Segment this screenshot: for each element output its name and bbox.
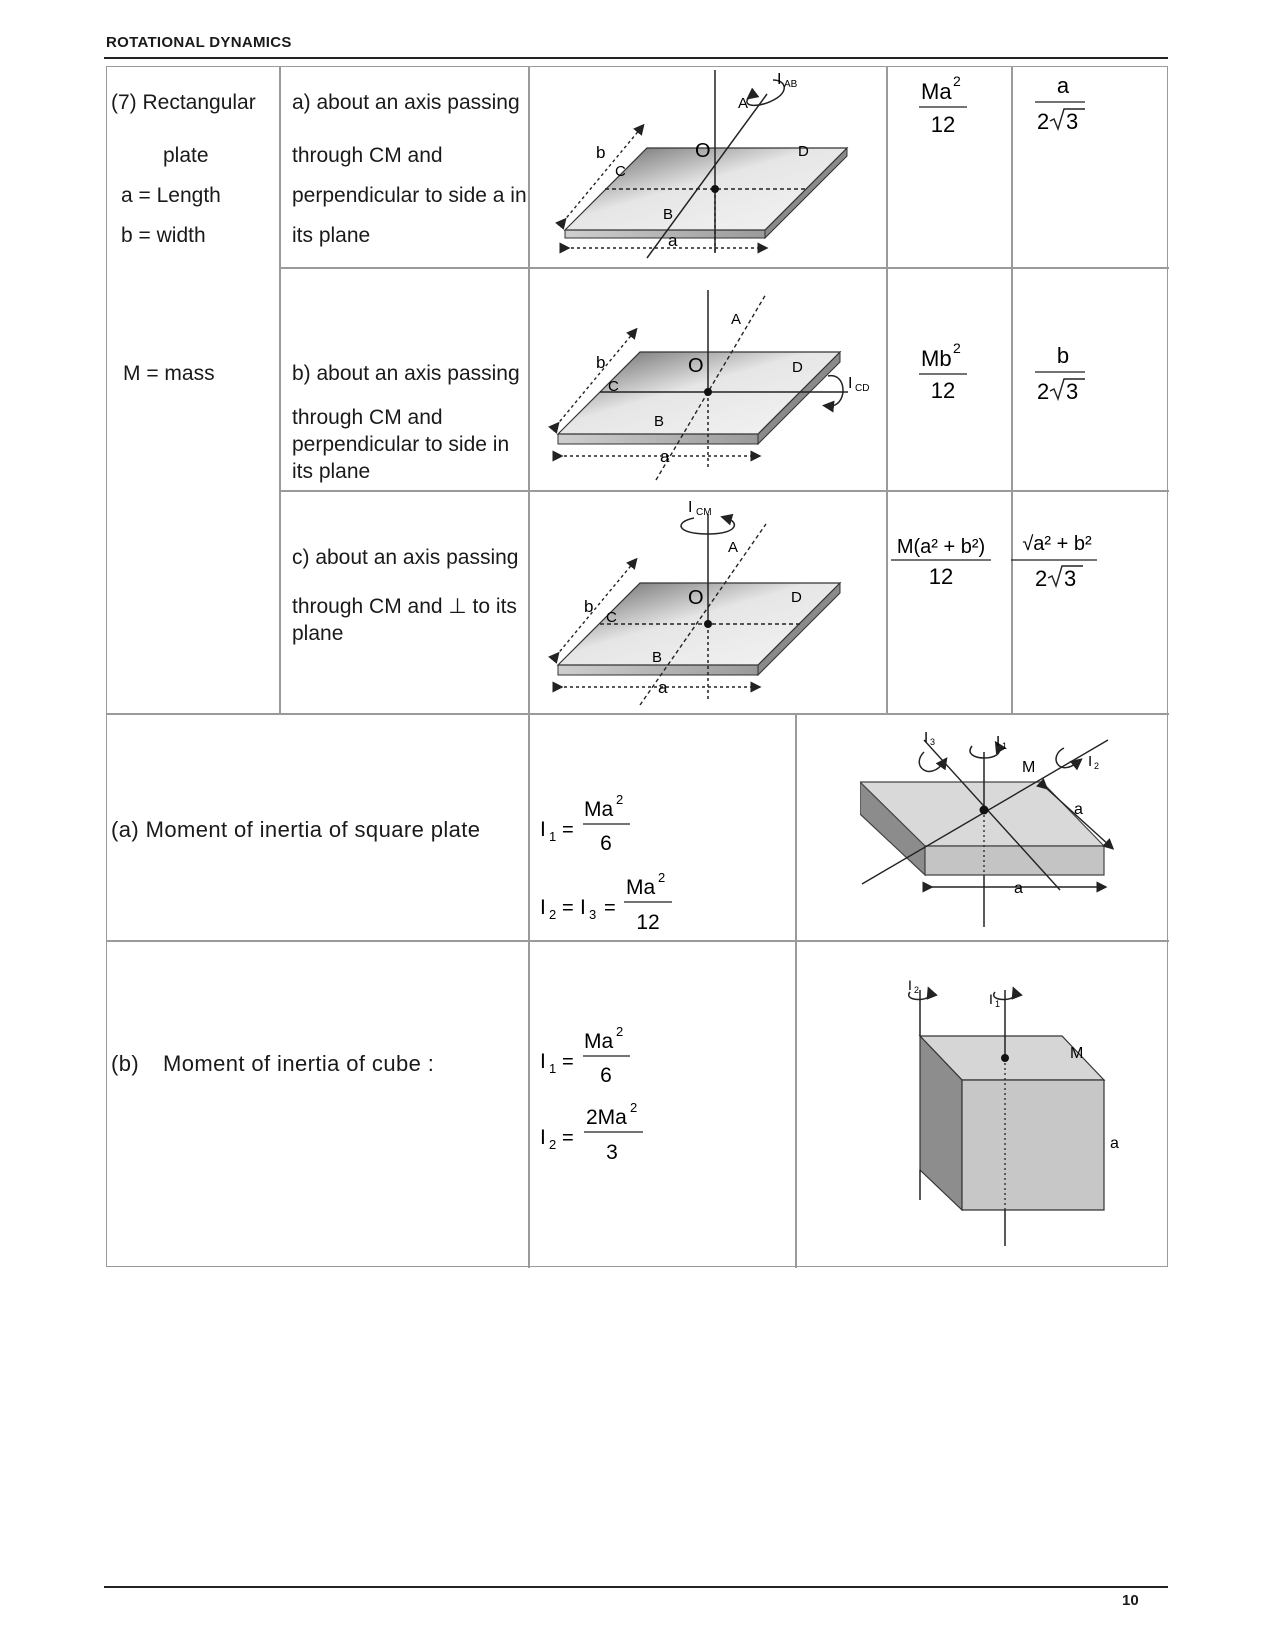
svg-text:2: 2 bbox=[549, 1137, 557, 1152]
svg-text:3: 3 bbox=[1066, 109, 1079, 134]
svg-text:3: 3 bbox=[1064, 566, 1077, 591]
svg-text:b: b bbox=[596, 353, 606, 372]
mass-definition: M = mass bbox=[123, 362, 215, 385]
col-divider bbox=[795, 713, 797, 1268]
width-definition: b = width bbox=[121, 224, 206, 247]
length-definition: a = Length bbox=[121, 184, 221, 207]
svg-text:C: C bbox=[606, 609, 617, 626]
radius-formula-b bbox=[1035, 343, 1085, 404]
svg-text:O: O bbox=[688, 355, 704, 377]
cube-label-prefix: (b) bbox=[111, 1051, 140, 1076]
svg-text:B: B bbox=[663, 206, 674, 223]
square-plate-figure bbox=[860, 722, 1165, 940]
svg-text:a: a bbox=[1014, 880, 1023, 897]
svg-text:√a² + b²: √a² + b² bbox=[1022, 533, 1092, 555]
svg-text:B: B bbox=[652, 649, 663, 666]
svg-text:Mb: Mb bbox=[921, 346, 952, 371]
svg-text:I: I bbox=[848, 375, 853, 392]
case-c-line-2: through CM and ⊥ to its bbox=[292, 595, 517, 618]
svg-text:O: O bbox=[688, 587, 704, 609]
cube-label-text: Moment of inertia of cube : bbox=[163, 1051, 435, 1076]
svg-text:Ma: Ma bbox=[921, 79, 952, 104]
svg-text:Ma: Ma bbox=[626, 876, 656, 899]
svg-text:3: 3 bbox=[589, 907, 597, 922]
svg-text:D: D bbox=[798, 143, 809, 160]
svg-text:2: 2 bbox=[953, 340, 961, 356]
svg-text:12: 12 bbox=[928, 564, 954, 589]
svg-text:a: a bbox=[668, 231, 678, 250]
svg-text:2: 2 bbox=[549, 907, 557, 922]
svg-text:2: 2 bbox=[1037, 379, 1050, 404]
case-a-line-1: a) about an axis passing bbox=[292, 91, 520, 114]
svg-text:C: C bbox=[608, 378, 619, 395]
case-a-line-3: perpendicular to side a in bbox=[292, 184, 527, 207]
svg-text:1: 1 bbox=[549, 1061, 557, 1076]
svg-text:3: 3 bbox=[1066, 379, 1079, 404]
svg-text:M(a² + b²): M(a² + b²) bbox=[896, 536, 986, 558]
page-header-title: ROTATIONAL DYNAMICS bbox=[106, 34, 292, 51]
svg-text:I: I bbox=[580, 896, 586, 919]
svg-text:A: A bbox=[731, 311, 742, 328]
svg-text:I: I bbox=[924, 729, 929, 746]
svg-text:=: = bbox=[562, 897, 574, 919]
svg-text:a: a bbox=[1074, 801, 1083, 818]
svg-text:D: D bbox=[791, 589, 802, 606]
case-b-line-1: b) about an axis passing bbox=[292, 362, 520, 385]
svg-text:2: 2 bbox=[616, 792, 624, 807]
square-plate-equations bbox=[540, 790, 780, 950]
svg-text:a: a bbox=[1110, 1135, 1119, 1152]
svg-text:CD: CD bbox=[855, 383, 870, 394]
svg-text:AB: AB bbox=[784, 79, 798, 90]
svg-text:I: I bbox=[989, 991, 993, 1007]
svg-text:A: A bbox=[738, 95, 749, 112]
svg-text:2: 2 bbox=[630, 1100, 638, 1115]
svg-text:M: M bbox=[1070, 1045, 1084, 1062]
svg-text:b: b bbox=[1056, 343, 1070, 368]
cube-equations bbox=[540, 1023, 780, 1183]
radius-formula-c bbox=[1011, 533, 1097, 591]
moment-formula-a bbox=[919, 73, 967, 137]
svg-text:I: I bbox=[540, 1126, 546, 1149]
page-number: 10 bbox=[1122, 1592, 1139, 1609]
svg-text:C: C bbox=[615, 163, 626, 180]
svg-text:2: 2 bbox=[616, 1024, 624, 1039]
svg-text:=: = bbox=[604, 897, 616, 919]
svg-text:12: 12 bbox=[930, 112, 956, 137]
case-c-line-1: c) about an axis passing bbox=[292, 546, 519, 569]
plate-figure-c bbox=[548, 500, 883, 710]
svg-text:6: 6 bbox=[600, 1064, 612, 1087]
header-rule bbox=[104, 57, 1168, 59]
svg-text:I: I bbox=[540, 1050, 546, 1073]
svg-text:2Ma: 2Ma bbox=[586, 1106, 627, 1129]
cube-eq-2 bbox=[540, 1100, 643, 1164]
svg-text:A: A bbox=[728, 539, 739, 556]
row-divider bbox=[107, 713, 1169, 715]
svg-text:I: I bbox=[908, 978, 912, 993]
svg-text:3: 3 bbox=[606, 1141, 618, 1164]
plate-figure-a bbox=[555, 68, 885, 268]
radius-formula-a bbox=[1035, 73, 1085, 134]
plate-figure-b bbox=[548, 290, 883, 490]
body-name-line2: plate bbox=[163, 144, 209, 167]
moment-formula-b bbox=[919, 340, 967, 403]
svg-text:2: 2 bbox=[658, 870, 666, 885]
svg-text:I: I bbox=[996, 733, 1001, 750]
svg-text:12: 12 bbox=[930, 378, 956, 403]
svg-text:12: 12 bbox=[636, 911, 660, 934]
svg-text:2: 2 bbox=[914, 985, 920, 995]
svg-text:I: I bbox=[1088, 753, 1093, 770]
svg-text:3: 3 bbox=[930, 737, 936, 747]
svg-text:6: 6 bbox=[600, 832, 612, 855]
svg-text:I: I bbox=[688, 500, 693, 516]
square-plate-label: (a) Moment of inertia of square plate bbox=[111, 817, 481, 842]
svg-text:a: a bbox=[658, 678, 668, 697]
cube-eq-1 bbox=[540, 1024, 630, 1087]
svg-text:B: B bbox=[654, 413, 665, 430]
case-b-line-2: through CM and bbox=[292, 406, 443, 429]
svg-text:2: 2 bbox=[1037, 109, 1050, 134]
svg-text:2: 2 bbox=[1094, 761, 1100, 771]
svg-text:I: I bbox=[540, 818, 546, 841]
col-divider bbox=[279, 67, 281, 713]
svg-text:CM: CM bbox=[696, 507, 712, 518]
svg-text:a: a bbox=[660, 447, 670, 466]
case-b-line-3: perpendicular to side in bbox=[292, 433, 510, 456]
svg-text:Ma: Ma bbox=[584, 798, 614, 821]
svg-text:I: I bbox=[777, 71, 782, 88]
square-eq-1 bbox=[540, 792, 630, 855]
svg-text:b: b bbox=[584, 597, 594, 616]
svg-text:I: I bbox=[540, 896, 546, 919]
case-b-line-4: its plane bbox=[292, 460, 371, 483]
body-name: (7) Rectangular bbox=[111, 91, 256, 114]
svg-text:D: D bbox=[792, 359, 803, 376]
col-divider bbox=[528, 67, 530, 1268]
case-a-line-4: its plane bbox=[292, 224, 371, 247]
svg-text:1: 1 bbox=[995, 999, 1001, 1009]
cube-figure bbox=[880, 978, 1130, 1250]
svg-text:=: = bbox=[562, 819, 574, 841]
square-eq-2 bbox=[540, 870, 672, 934]
svg-text:a: a bbox=[1056, 73, 1070, 98]
moment-formula-c bbox=[891, 536, 991, 589]
svg-text:O: O bbox=[695, 140, 711, 162]
formula-column bbox=[885, 66, 1168, 712]
svg-text:1: 1 bbox=[1002, 741, 1008, 751]
footer-rule bbox=[104, 1586, 1168, 1588]
svg-text:2: 2 bbox=[1035, 566, 1048, 591]
svg-text:=: = bbox=[562, 1127, 574, 1149]
svg-text:2: 2 bbox=[953, 73, 961, 89]
case-c-line-3: plane bbox=[292, 622, 344, 645]
svg-text:1: 1 bbox=[549, 829, 557, 844]
case-a-line-2: through CM and bbox=[292, 144, 443, 167]
svg-text:Ma: Ma bbox=[584, 1030, 614, 1053]
svg-text:=: = bbox=[562, 1051, 574, 1073]
svg-text:M: M bbox=[1022, 759, 1036, 776]
svg-text:b: b bbox=[596, 143, 606, 162]
